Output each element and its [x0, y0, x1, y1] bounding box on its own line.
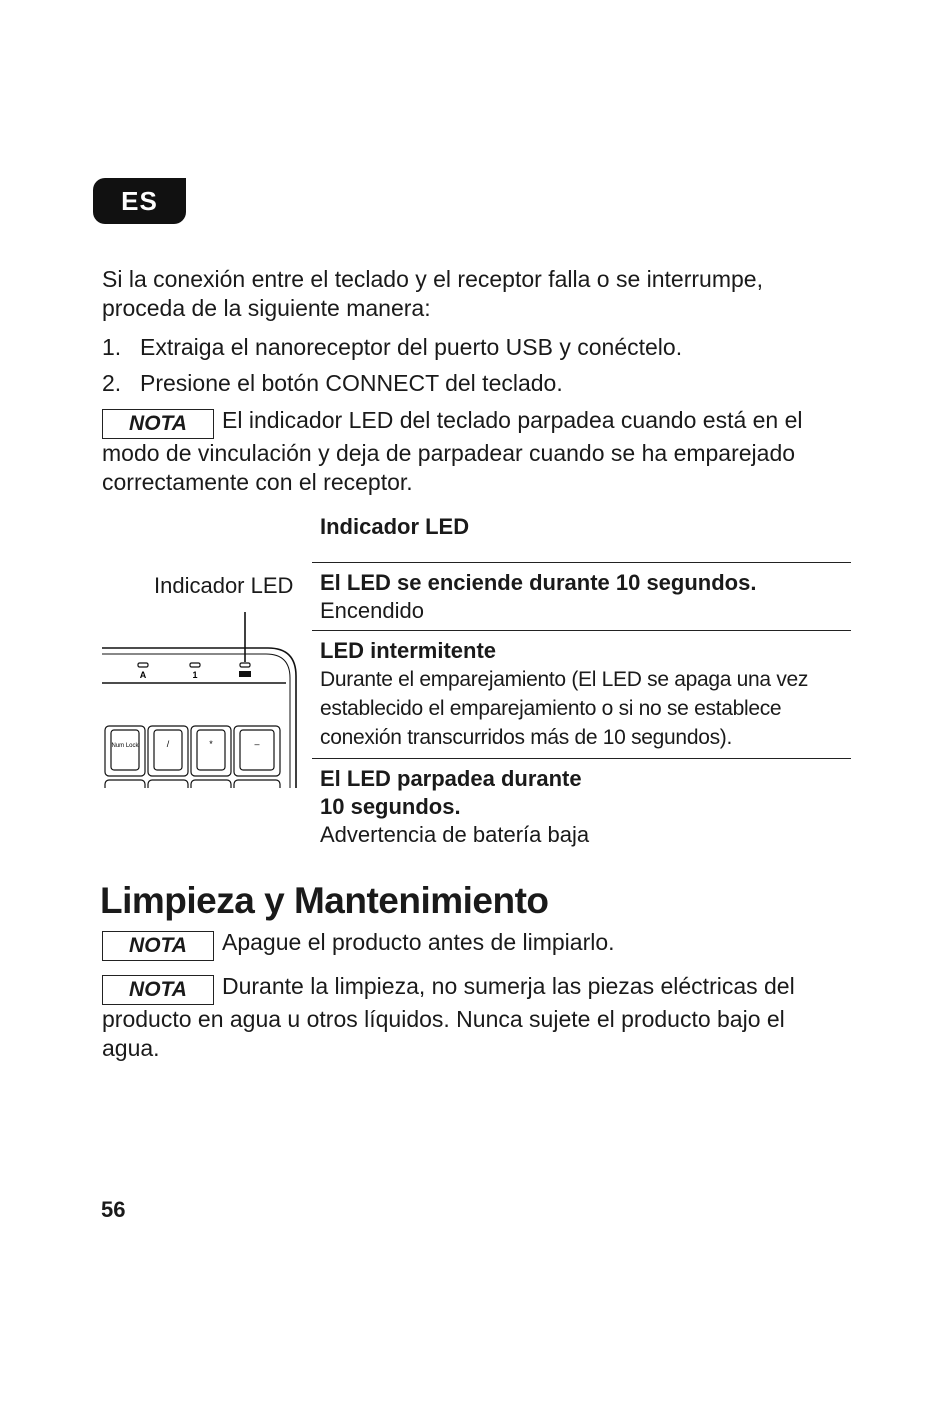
language-tab: ES — [93, 178, 186, 224]
section-title: Limpieza y Mantenimiento — [100, 880, 549, 921]
step-text: Presione el botón CONNECT del teclado. — [140, 370, 563, 396]
key-a-label: A — [139, 670, 147, 680]
note-label: NOTA — [102, 409, 214, 439]
page-number: 56 — [101, 1197, 126, 1222]
diagram-led-label: Indicador LED — [154, 573, 294, 598]
note-2-text: Apague el producto antes de limpiarlo. — [222, 929, 615, 955]
intro-line-2: proceda de la siguiente manera: — [102, 295, 431, 321]
note-3-line-1: Durante la limpieza, no sumerja las piezas eléctricas del — [222, 973, 795, 999]
numlock-key-label: Num Lock — [111, 743, 139, 749]
step-number: 2. — [102, 370, 122, 396]
note-3-line-2: producto en agua u otros líquidos. Nunca sujete el producto bajo el — [102, 1006, 785, 1032]
led-meaning: Encendido — [320, 598, 424, 623]
step-number: 1. — [102, 334, 122, 360]
slash-key-label: / — [166, 739, 170, 749]
note-3-line-3: agua. — [102, 1035, 160, 1061]
key-1-label: 1 — [192, 670, 198, 680]
led-state: LED intermitente — [320, 638, 497, 663]
caps-led-icon — [138, 663, 148, 667]
led-row-1 — [320, 569, 850, 625]
note-1-line-3: correctamente con el receptor. — [102, 469, 413, 495]
led-row-2 — [320, 637, 850, 752]
table-rule — [312, 630, 851, 631]
table-rule — [312, 758, 851, 759]
led-state-line-1: El LED parpadea durante — [320, 766, 582, 791]
led-state-line-2: 10 segundos. — [320, 794, 461, 819]
note-2 — [102, 928, 862, 961]
note-label: NOTA — [102, 975, 214, 1005]
note-1-line-1: El indicador LED del teclado parpadea cuando está en el — [222, 407, 803, 433]
note-1-line-2: modo de vinculación y deja de parpadear cuando se ha emparejado — [102, 440, 796, 466]
step-2 — [102, 369, 563, 398]
step-text: Extraiga el nanoreceptor del puerto USB y conéctelo. — [140, 334, 683, 360]
step-1 — [102, 333, 682, 362]
battery-led-icon — [240, 663, 250, 667]
note-3 — [102, 972, 862, 1063]
minus-key-label: – — [254, 739, 260, 749]
led-meaning: Advertencia de batería baja — [320, 822, 590, 847]
intro-paragraph — [102, 265, 862, 323]
led-meaning-line-2: establecido el emparejamiento o si no se establece — [320, 697, 782, 720]
led-meaning-line-3: conexión transcurridos más de 10 segundos). — [320, 726, 733, 749]
led-row-3 — [320, 765, 850, 849]
star-key-label: * — [209, 739, 213, 749]
led-table-title: Indicador LED — [320, 514, 470, 539]
table-rule-top — [312, 562, 851, 563]
led-meaning-line-1: Durante el emparejamiento (El LED se apaga una vez — [320, 668, 809, 691]
keyboard-diagram — [100, 604, 300, 788]
note-label: NOTA — [102, 931, 214, 961]
led-state: El LED se enciende durante 10 segundos. — [320, 570, 757, 595]
note-1 — [102, 406, 862, 497]
numlock-led-icon — [190, 663, 200, 667]
keyboard-outline — [102, 648, 296, 788]
intro-line-1: Si la conexión entre el teclado y el receptor falla o se interrumpe, — [102, 266, 763, 292]
battery-icon — [239, 671, 251, 677]
